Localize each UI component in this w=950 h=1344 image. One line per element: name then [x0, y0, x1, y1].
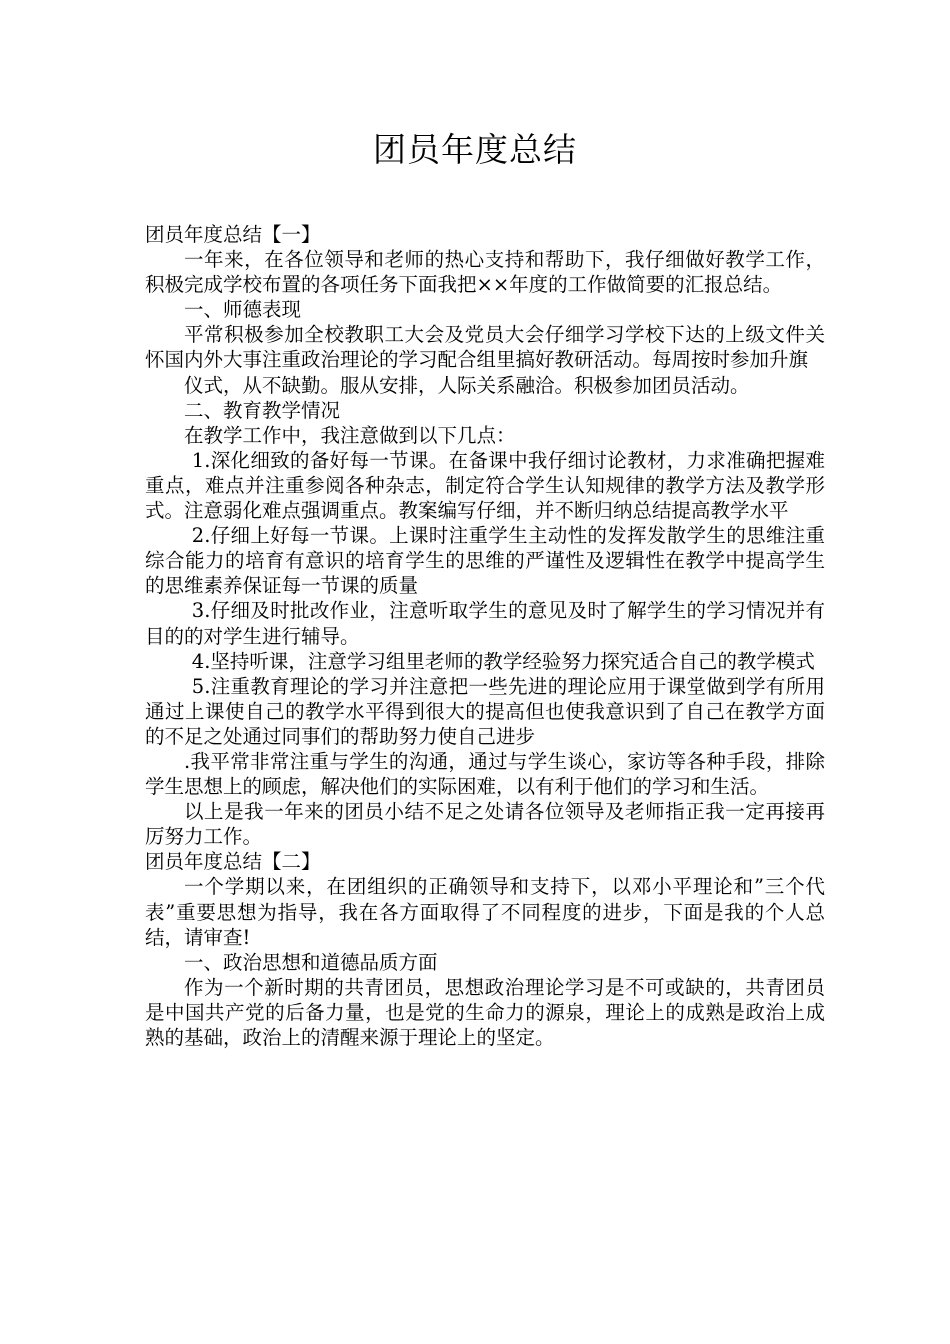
subheading: 二、教育教学情况: [184, 398, 341, 422]
section-heading-1: 团员年度总结【一】: [145, 223, 321, 246]
paragraph: 仪式，从不缺勤。服从安排，人际关系融洽。积极参加团员活动。: [184, 373, 750, 397]
paragraph: .我平常非常注重与学生的沟通，通过与学生谈心，家访等各种手段，排除学生思想上的顾虑，解决他们的实际困难，以有利于他们的学习和生活。: [145, 749, 825, 799]
list-item: 4.坚持听课，注意学习组里老师的教学经验努力探究适合自己的教学模式: [191, 649, 815, 673]
paragraph: 作为一个新时期的共青团员，思想政治理论学习是不可或缺的，共青团员是中国共产党的后备力量，也是党的生命力的源泉，理论上的成熟是政治上成熟的基础，政治上的清醒来源于理论上的坚定。: [145, 975, 825, 1049]
paragraph: 在教学工作中，我注意做到以下几点：: [184, 423, 516, 447]
document-body: [145, 222, 825, 1050]
document-title: 团员年度总结: [373, 130, 577, 169]
subheading: 一、师德表现: [184, 298, 302, 322]
section-heading-2: 团员年度总结【二】: [145, 850, 321, 874]
list-item: 3.仔细及时批改作业，注意听取学生的意见及时了解学生的学习情况并有目的的对学生进行辅导。: [145, 599, 825, 648]
paragraph: 平常积极参加全校教职工大会及党员大会仔细学习学校下达的上级文件关怀国内外大事注重政治理论的学习配合组里搞好教研活动。每周按时参加升旗: [145, 323, 825, 372]
paragraph: 以上是我一年来的团员小结不足之处请各位领导及老师指正我一定再接再厉努力工作。: [145, 800, 825, 849]
paragraph: 一个学期以来，在团组织的正确领导和支持下，以邓小平理论和”三个代表”重要思想为指导，我在各方面取得了不同程度的进步，下面是我的个人总结，请审查!: [145, 875, 825, 949]
list-item: 2.仔细上好每一节课。上课时注重学生主动性的发挥发散学生的思维注重综合能力的培育有意识的培育学生的思维的严谨性及逻辑性在教学中提高学生的思维素养保证每一节课的质量: [145, 524, 825, 598]
list-item: 5.注重教育理论的学习并注意把一些先进的理论应用于课堂做到学有所用通过上课使自己的教学水平得到很大的提高但也使我意识到了自己在教学方面的不足之处通过同事们的帮助努力使自己进步: [145, 674, 825, 748]
paragraph: 一年来，在各位领导和老师的热心支持和帮助下，我仔细做好教学工作，积极完成学校布置的各项任务下面我把××年度的工作做简要的汇报总结。: [145, 248, 825, 297]
list-item: 1.深化细致的备好每一节课。在备课中我仔细讨论教材，力求准确把握难重点，难点并注重参阅各种杂志，制定符合学生认知规律的教学方法及教学形式。注意弱化难点强调重点。教案编写仔细，并不断归纳总结提高教学水平: [145, 448, 825, 523]
subheading: 一、政治思想和道德品质方面: [184, 950, 438, 974]
